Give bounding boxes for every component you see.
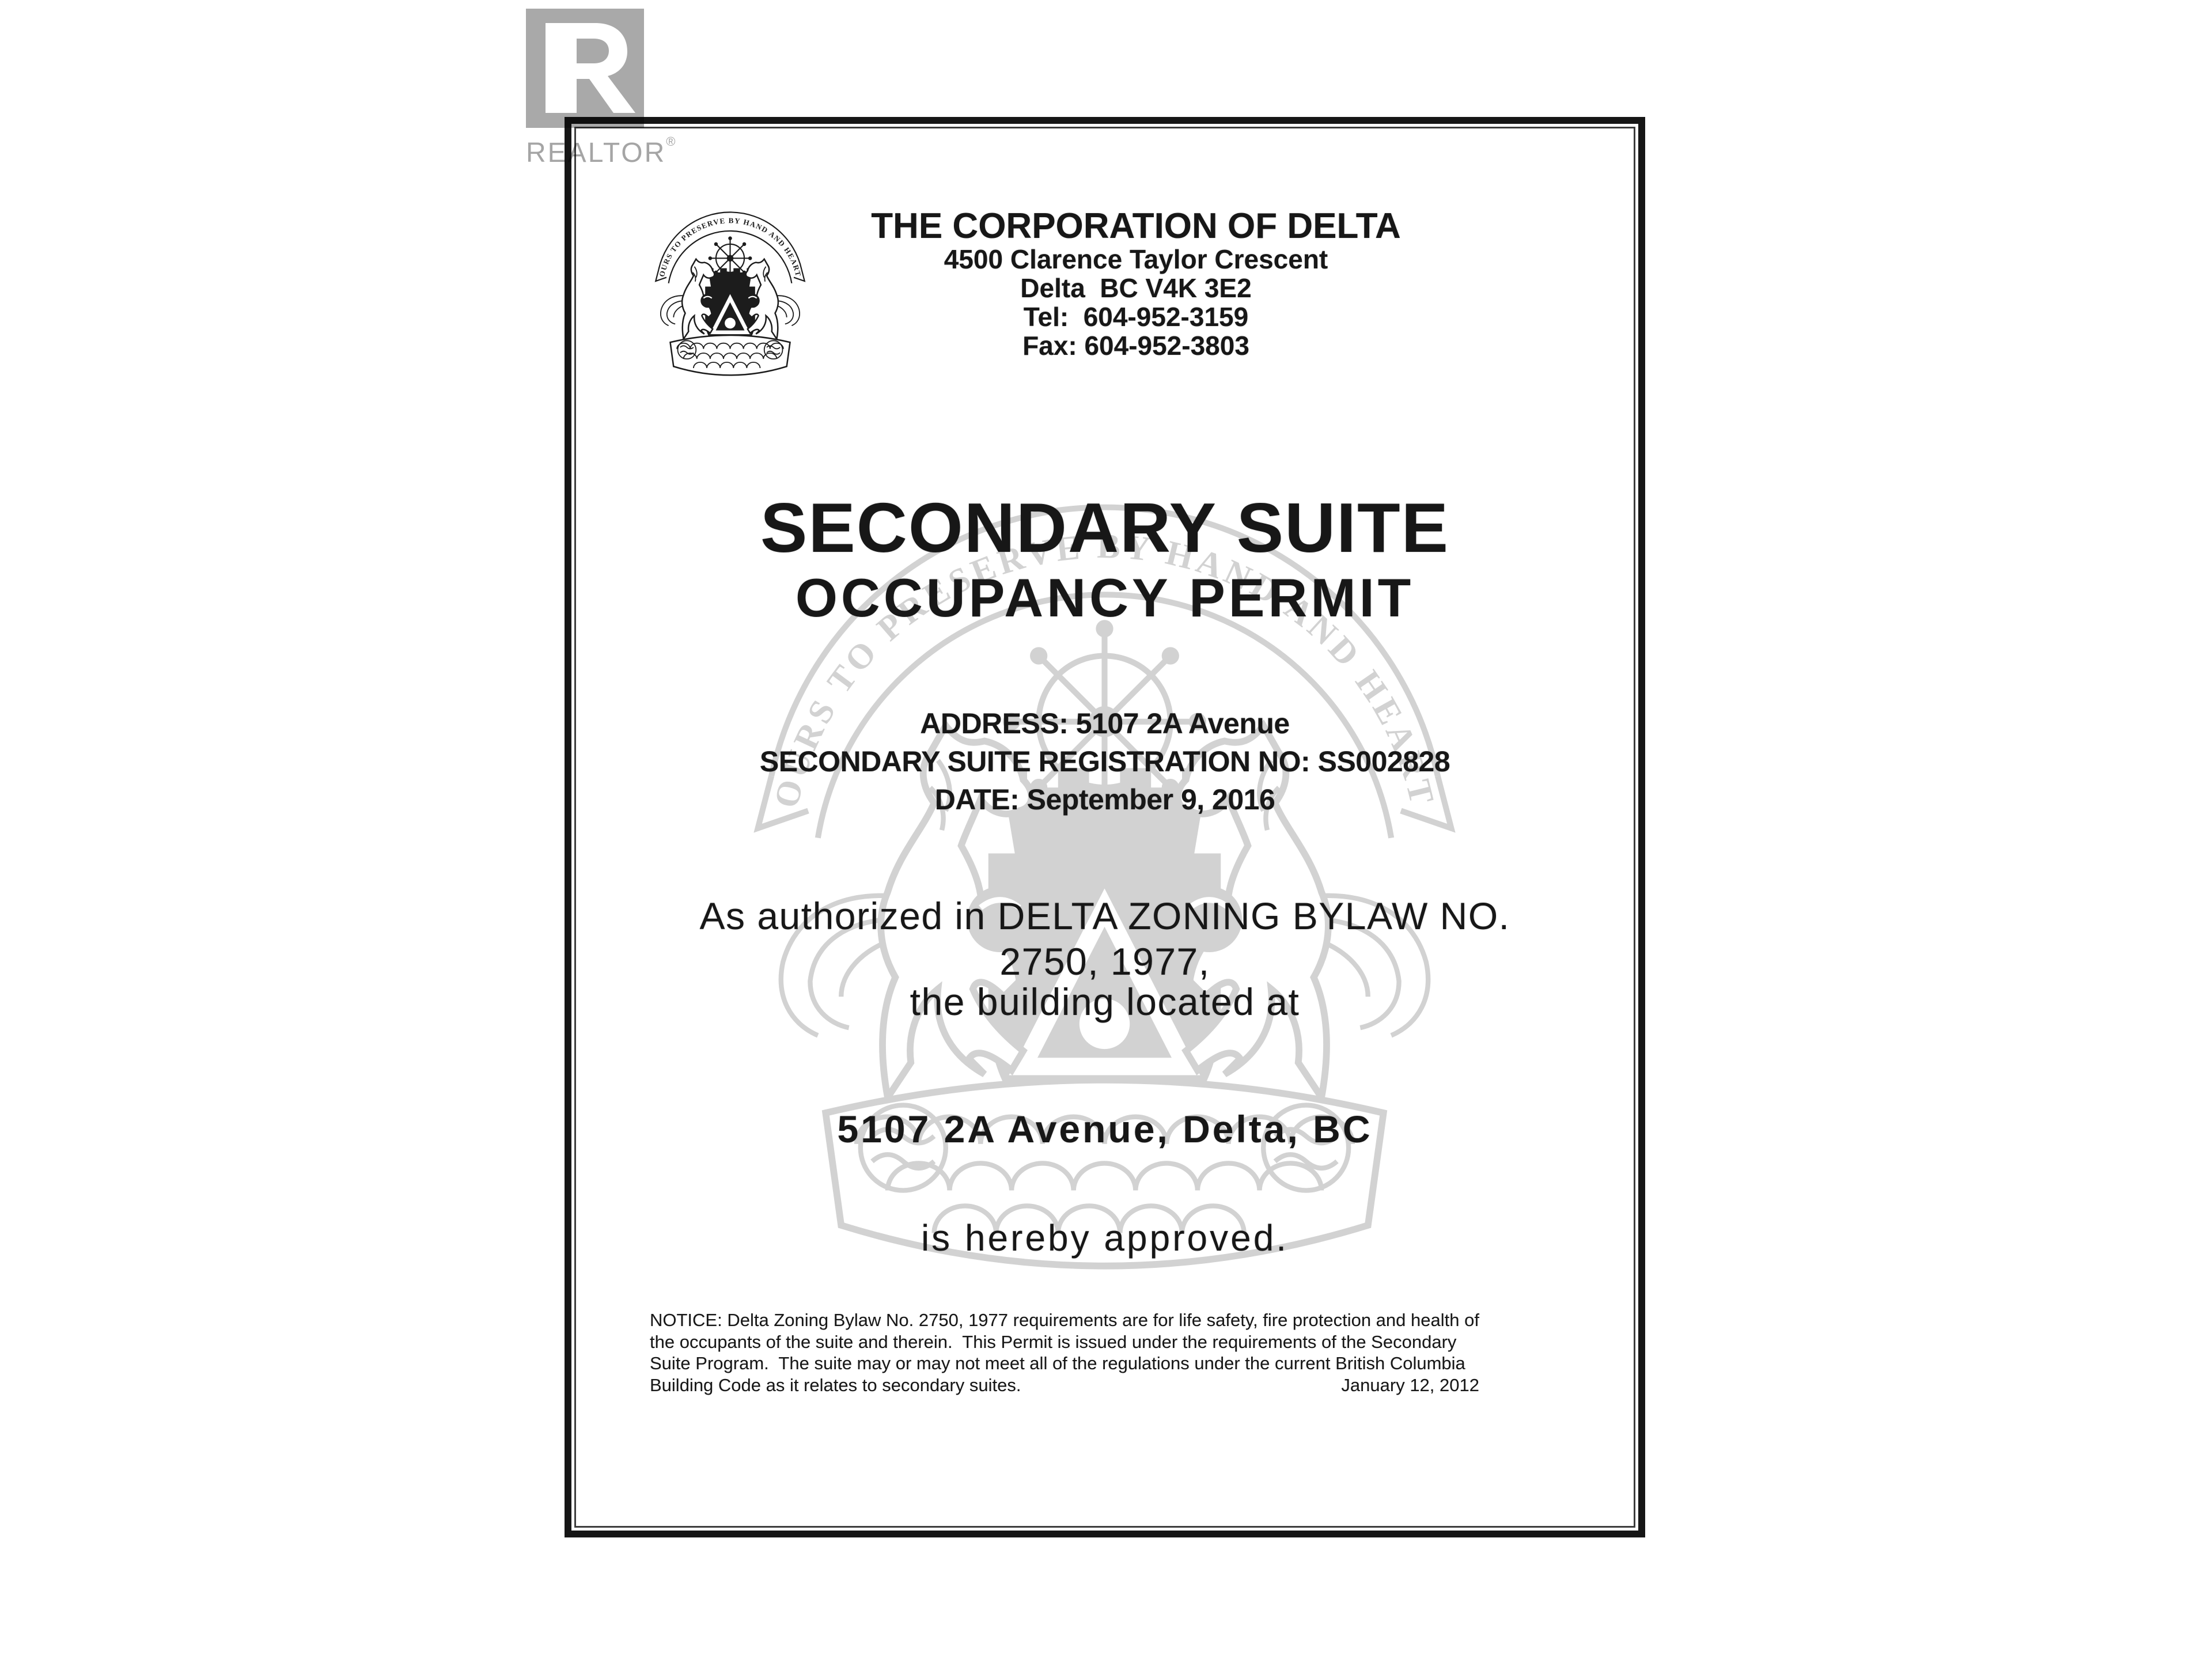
letterhead bbox=[733, 208, 1539, 360]
authorization-line1: As authorized in DELTA ZONING BYLAW NO. bbox=[699, 895, 1510, 937]
org-fax: Fax: 604-952-3803 bbox=[1022, 331, 1249, 361]
permit-title-line1: SECONDARY SUITE bbox=[760, 488, 1449, 567]
notice-line2: the occupants of the suite and therein. This Permit is issued under the requirements of the Secondary bbox=[650, 1331, 1457, 1352]
permit-date: DATE: September 9, 2016 bbox=[934, 783, 1275, 816]
organization-name: THE CORPORATION OF DELTA bbox=[871, 206, 1401, 246]
approval-statement: is hereby approved. bbox=[921, 1217, 1289, 1259]
org-telephone: Tel: 604-952-3159 bbox=[1023, 302, 1249, 332]
realtor-watermark bbox=[526, 9, 676, 169]
realtor-wordmark-text: REALTOR bbox=[526, 138, 666, 168]
realtor-r-logo-icon bbox=[526, 9, 644, 128]
permit-registration: SECONDARY SUITE REGISTRATION NO: SS002828 bbox=[759, 745, 1450, 778]
property-address: 5107 2A Avenue, Delta, BC bbox=[837, 1108, 1373, 1150]
notice-line3: Suite Program. The suite may or may not meet all of the regulations under the current British Columbia bbox=[650, 1353, 1465, 1373]
notice-line1: NOTICE: Delta Zoning Bylaw No. 2750, 1977 requirements are for life safety, fire protection and health of bbox=[650, 1310, 1479, 1330]
permit-address: ADDRESS: 5107 2A Avenue bbox=[920, 707, 1290, 740]
registered-symbol: ® bbox=[666, 134, 676, 149]
realtor-wordmark bbox=[526, 134, 676, 169]
notice-paragraph bbox=[650, 1309, 1539, 1396]
org-city: Delta BC V4K 3E2 bbox=[1020, 273, 1252, 303]
notice-issue-date: January 12, 2012 bbox=[1341, 1374, 1479, 1395]
notice-line4: Building Code as it relates to secondary suites. bbox=[650, 1374, 1021, 1395]
permit-title-line2: OCCUPANCY PERMIT bbox=[795, 567, 1415, 628]
authorization-line3: the building located at bbox=[910, 980, 1300, 1023]
authorization-line2: 2750, 1977, bbox=[999, 940, 1210, 983]
org-street: 4500 Clarence Taylor Crescent bbox=[944, 244, 1328, 274]
permit-document bbox=[565, 117, 1645, 1537]
